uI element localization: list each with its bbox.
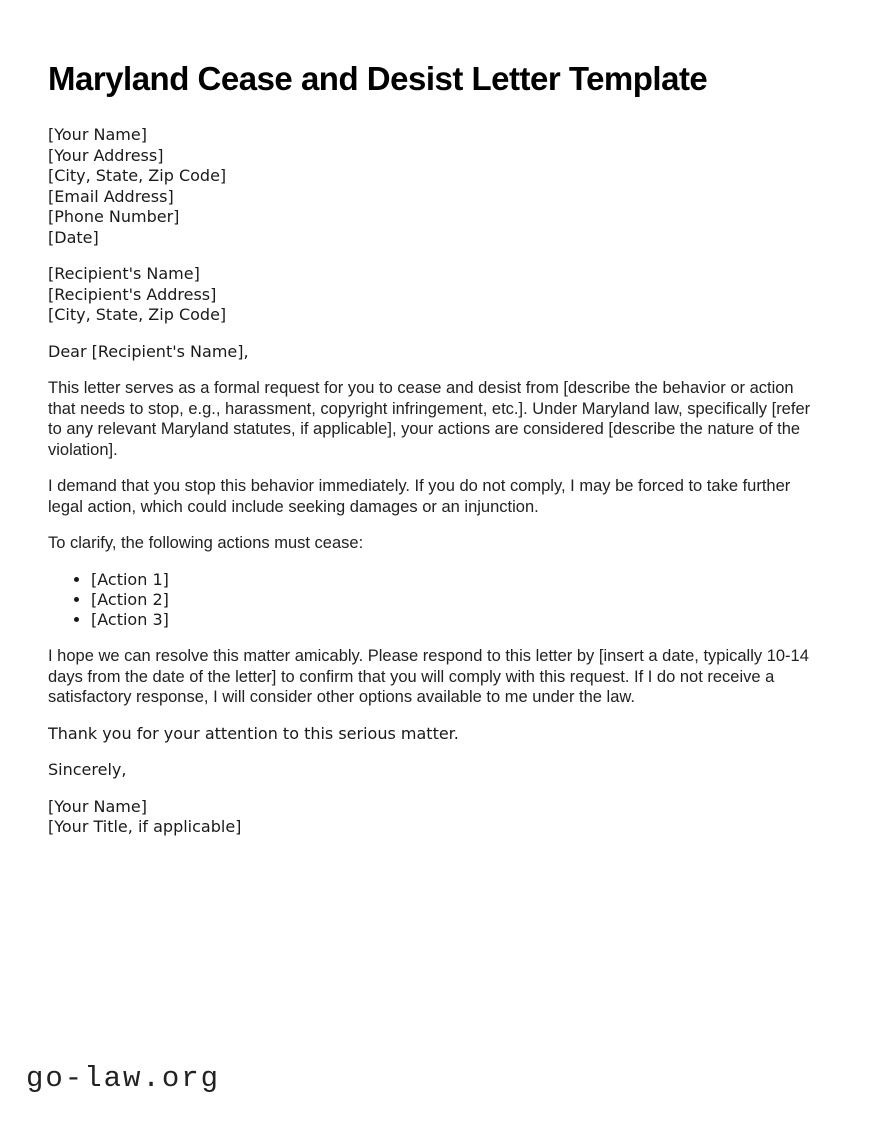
paragraph-request: This letter serves as a formal request for you to cease and desist from [describe the behavior or action that needs to stop, e.g., harassment, copyright infringement, etc.]. Under Maryland law, specifically [refer to any relevant Maryland statutes, if applicable], your actions are considered [describe the nature of the violation]. bbox=[48, 379, 811, 459]
paragraph-clarify: To clarify, the following actions must cease: bbox=[48, 534, 364, 552]
paragraph-resolution: I hope we can resolve this matter amicably. Please respond to this letter by [insert a date, typically 10-14 days from the date of the letter] to confirm that you will comply with this request. If I do not receive a satisfactory response, I will consider other options available to me under the law. bbox=[48, 647, 809, 707]
sender-name: [Your Name] bbox=[48, 125, 147, 144]
action-item-1: • [Action 1] bbox=[91, 570, 821, 590]
recipient-address: [Recipient's Address] bbox=[48, 284, 217, 304]
sender-date: [Date] bbox=[48, 227, 99, 247]
sender-email: [Email Address] bbox=[48, 186, 174, 206]
closing: Sincerely, bbox=[48, 760, 127, 780]
paragraph-demand: I demand that you stop this behavior immediately. If you do not comply, I may be forced to take further legal action, which could include seeking damages or an injunction. bbox=[48, 477, 791, 516]
signature-name: [Your Name] bbox=[48, 796, 147, 816]
sender-block bbox=[48, 125, 821, 248]
page-title: Maryland Cease and Desist Letter Template bbox=[48, 60, 708, 97]
actions-list bbox=[48, 570, 821, 631]
signature-title: [Your Title, if applicable] bbox=[48, 817, 242, 837]
footer-watermark: go-law.org bbox=[26, 1062, 221, 1095]
signature-block bbox=[48, 797, 821, 838]
paragraph-thanks: Thank you for your attention to this serious matter. bbox=[48, 723, 459, 743]
action-item-3: • [Action 3] bbox=[91, 610, 821, 630]
recipient-block bbox=[48, 264, 821, 326]
sender-address: [Your Address] bbox=[48, 145, 164, 165]
salutation: Dear [Recipient's Name], bbox=[48, 341, 249, 361]
action-item-2: • [Action 2] bbox=[91, 590, 821, 610]
recipient-city-state-zip: [City, State, Zip Code] bbox=[48, 305, 227, 324]
recipient-name: [Recipient's Name] bbox=[48, 264, 200, 283]
sender-city-state-zip: [City, State, Zip Code] bbox=[48, 166, 227, 185]
sender-phone: [Phone Number] bbox=[48, 207, 180, 226]
